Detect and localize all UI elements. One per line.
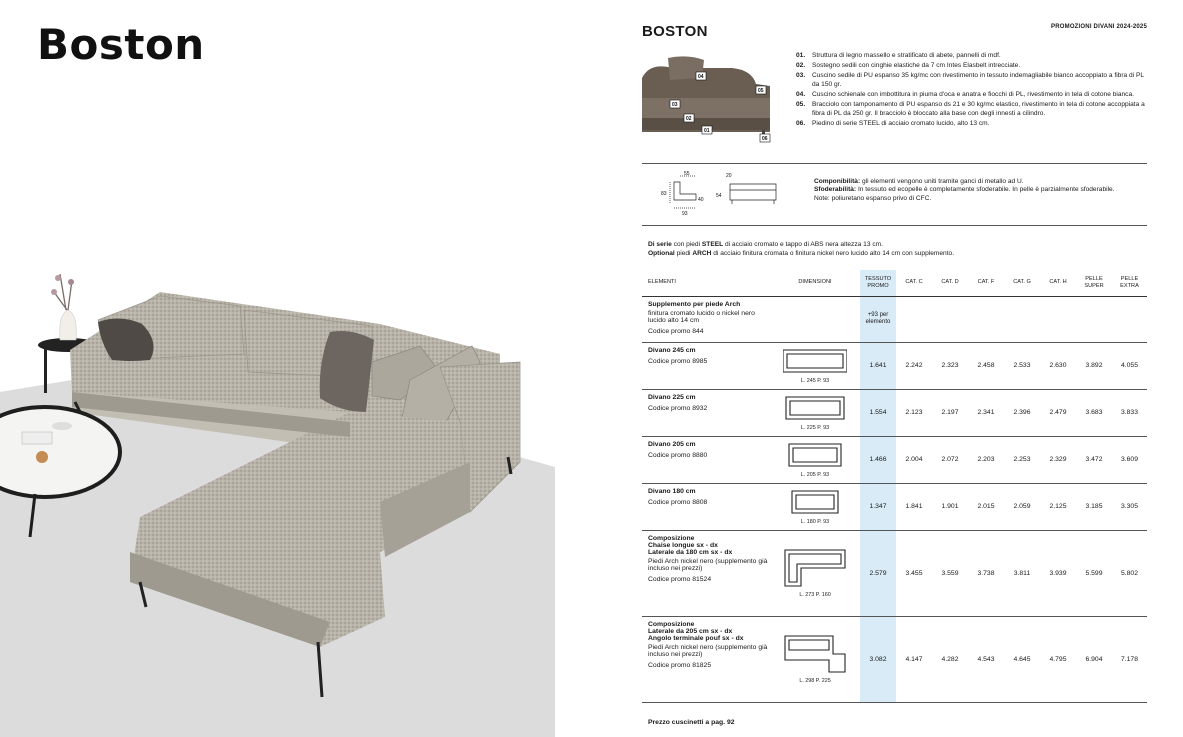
price-cell: 2.059 [1004,483,1040,530]
price-cell: 4.055 [1112,342,1147,389]
col-header: CAT. G [1004,270,1040,296]
feature-item: 01. Struttura di legno massello e stratificato di abete, pannelli di mdf. [796,52,1001,59]
series-notes: Di serie con piedi STEEL di acciaio cromato e tappo di ABS nera altezza 13 cm. Optional piedi ARCH di acciaio finitura cromata o finitura nickel nero lucido alto 14 cm con supplemento. [648,241,955,257]
price-cell: 2.253 [1004,436,1040,483]
dimension-label: L. 205 P. 93 [800,471,830,478]
construction-diagram [642,52,772,144]
price-cell: 2.458 [968,342,1004,389]
price-cell [896,296,932,342]
table-row [642,483,1147,530]
element-cell [642,616,770,702]
dimensions-figure [660,168,790,220]
diagram-marker-label: 02 [686,116,692,122]
dimension-label: L. 298 P. 225 [799,678,831,684]
dim-depth: 93 [682,211,688,217]
element-cell [642,483,770,530]
price-cell: 3.455 [896,530,932,616]
bowl [52,422,72,430]
price-cell: 3.811 [1004,530,1040,616]
price-cell: 2.197 [932,389,968,436]
promo-price: 3.082 [860,616,896,702]
table-row [642,436,1147,483]
promo-price: 1.554 [860,389,896,436]
product-code: Codice promo 8985 [648,357,708,365]
dimension-cell [770,616,860,702]
col-header: PELLE EXTRA [1112,270,1147,296]
sofa-plan-icon [783,395,847,421]
dimension-label: L. 245 P. 93 [800,377,830,384]
diagram-marker-label: 04 [698,74,704,80]
dimension-label: L. 273 P. 160 [799,592,831,598]
price-cell: 7.178 [1112,616,1147,702]
promo-price: 2.579 [860,530,896,616]
promo-header: PROMOZIONI DIVANI 2024-2025 [1051,24,1147,30]
table-row [642,342,1147,389]
price-cell: 2.533 [1004,342,1040,389]
feature-item: 05. Bracciolo con tamponamento di PU espanso ds 21 e 30 kg/mc elastico, rivestimento in tela di cotone accoppiata a fibra di PL da 250 gr. Il bracciolo è bloccato alla base con degli innesti a cilindro. [796,100,1145,117]
diagram-marker-label: 06 [762,136,768,142]
dimension-cell [770,389,860,436]
notes: Componibilità: gli elementi vengono uniti tramite ganci di metallo ad U. Sfoderabilità: In tessuto ed ecopelle è completamente sfoderabile. In pelle è parzialmente sfoderabile. Note: poliuretano espanso privo di CFC. [814,178,1115,202]
col-header: DIMENSIONI [770,270,860,296]
price-cell: 3.683 [1076,389,1112,436]
element-cell [642,530,770,616]
candle [36,451,48,463]
product-code: Codice promo 8932 [648,404,708,412]
col-header: CAT. C [896,270,932,296]
price-cell: 3.892 [1076,342,1112,389]
footer-note: Prezzo cuscinetti a pag. 92 [648,719,735,726]
dim-height: 83 [661,191,667,197]
feature-item: 04. Cuscino schienale con imbottitura in piuma d'oca e anatra e fiocchi di PL, rivestimento in tela di cotone bianca. [796,90,1134,98]
price-cell: 3.833 [1112,389,1147,436]
coffee-table [0,407,120,497]
sofa-plan-icon [783,348,847,374]
dim-arm: 20 [726,173,732,179]
sofa-plan-icon [783,548,847,588]
product-description: Piedi Arch nickel nero (supplemento già incluso nei prezzi) [648,557,768,572]
right-page [600,0,1183,737]
promo-price: 1.466 [860,436,896,483]
price-cell: 3.939 [1040,530,1076,616]
col-header: CAT. F [968,270,1004,296]
price-cell [932,296,968,342]
price-cell: 4.645 [1004,616,1040,702]
element-cell [642,389,770,436]
element-cell [642,436,770,483]
price-cell: 5.599 [1076,530,1112,616]
price-cell: 4.543 [968,616,1004,702]
feature-item: 06. Piedino di serie STEEL di acciaio cromato lucido, alto 13 cm. [796,119,990,127]
product-code: Codice promo 81524 [648,575,712,583]
dimension-cell [770,436,860,483]
table-row [642,296,1147,342]
sofa-plan-icon [783,442,847,468]
price-cell: 2.630 [1040,342,1076,389]
product-code: Codice promo 8808 [648,498,708,506]
diagram-marker-label: 05 [758,88,764,94]
product-name: Divano 180 cm [648,487,696,495]
table-row [642,530,1147,616]
dimension-label: L. 180 P. 93 [800,518,830,525]
price-cell: 2.072 [932,436,968,483]
price-cell: 2.004 [896,436,932,483]
price-cell: 3.738 [968,530,1004,616]
divider [642,225,1147,226]
promo-price: +93 per elemento [860,296,896,342]
feature-item: 02. Sostegno sedili con cinghie elastiche da 7 cm Intes Elasbelt intrecciate. [796,62,1021,70]
feature-item: 03. Cuscino sedile di PU espanso 35 kg/mc con rivestimento in tessuto indemagliabile bianco accoppiato a fibra di PL da 150 gr. [796,72,1144,88]
sofa-photo [0,262,600,737]
promo-price: 1.347 [860,483,896,530]
price-cell: 3.472 [1076,436,1112,483]
feature-list [796,52,1148,130]
product-description: Piedi Arch nickel nero (supplemento già incluso nei prezzi) [648,643,768,658]
price-cell: 2.479 [1040,389,1076,436]
promo-price: 1.641 [860,342,896,389]
price-cell: 4.795 [1040,616,1076,702]
dim-seat-height: 40 [698,197,704,203]
table-body [642,296,1147,702]
price-cell: 2.203 [968,436,1004,483]
brand-title: BOSTON [642,23,708,40]
price-cell: 4.282 [932,616,968,702]
price-cell: 2.341 [968,389,1004,436]
product-name: Composizione Chaise longue sx - dx Laterale da 180 cm sx - dx [648,534,733,556]
diagram-marker-label: 01 [704,128,710,134]
price-cell: 1.901 [932,483,968,530]
product-code: Codice promo 8880 [648,451,708,459]
price-cell [1004,296,1040,342]
table-row [642,389,1147,436]
dimension-cell [770,342,860,389]
sofa-plan-icon [783,634,847,674]
sofa-plan-icon [783,489,847,515]
product-name: Divano 205 cm [648,440,696,448]
col-header: CAT. D [932,270,968,296]
price-table [642,270,1147,703]
vase [60,310,77,340]
diagram-marker-label: 03 [672,102,678,108]
col-header: CAT. H [1040,270,1076,296]
price-cell [1076,296,1112,342]
price-cell [1040,296,1076,342]
price-cell: 2.125 [1040,483,1076,530]
price-cell: 2.396 [1004,389,1040,436]
dimension-cell [770,483,860,530]
col-header: PELLE SUPER [1076,270,1112,296]
element-cell [642,296,770,342]
price-cell: 2.015 [968,483,1004,530]
col-header: ELEMENTI [642,270,770,296]
product-code: Codice promo 81825 [648,661,712,669]
price-cell: 6.904 [1076,616,1112,702]
price-cell: 3.559 [932,530,968,616]
price-cell: 3.305 [1112,483,1147,530]
dim-depth-seat: 55 [684,171,690,177]
price-cell: 2.329 [1040,436,1076,483]
book [22,432,52,444]
price-cell: 1.841 [896,483,932,530]
price-cell [1112,296,1147,342]
col-header: TESSUTO PROMO [860,270,896,296]
price-cell: 3.609 [1112,436,1147,483]
product-code: Codice promo 844 [648,327,704,335]
page-title: Boston [37,20,205,69]
price-cell [968,296,1004,342]
product-name: Supplemento per piede Arch [648,300,741,308]
dimension-cell [770,530,860,616]
price-cell: 2.323 [932,342,968,389]
product-name: Divano 225 cm [648,393,696,401]
price-cell: 2.123 [896,389,932,436]
product-name: Divano 245 cm [648,346,696,354]
price-cell: 3.185 [1076,483,1112,530]
dimension-cell [770,296,860,342]
dimension-label: L. 225 P. 93 [800,424,830,431]
divider [642,163,1147,164]
table-header-row [642,270,1147,296]
product-name: Composizione Laterale da 205 cm sx - dx Angolo terminale pouf sx - dx [648,620,744,642]
price-cell: 2.242 [896,342,932,389]
table-row [642,616,1147,702]
dim-arm-height: 54 [716,193,722,199]
price-cell: 4.147 [896,616,932,702]
price-cell: 5.802 [1112,530,1147,616]
pillow [320,331,374,412]
product-description: finitura cromato lucido o nickel nero lucido alto 14 cm [648,309,755,324]
element-cell [642,342,770,389]
